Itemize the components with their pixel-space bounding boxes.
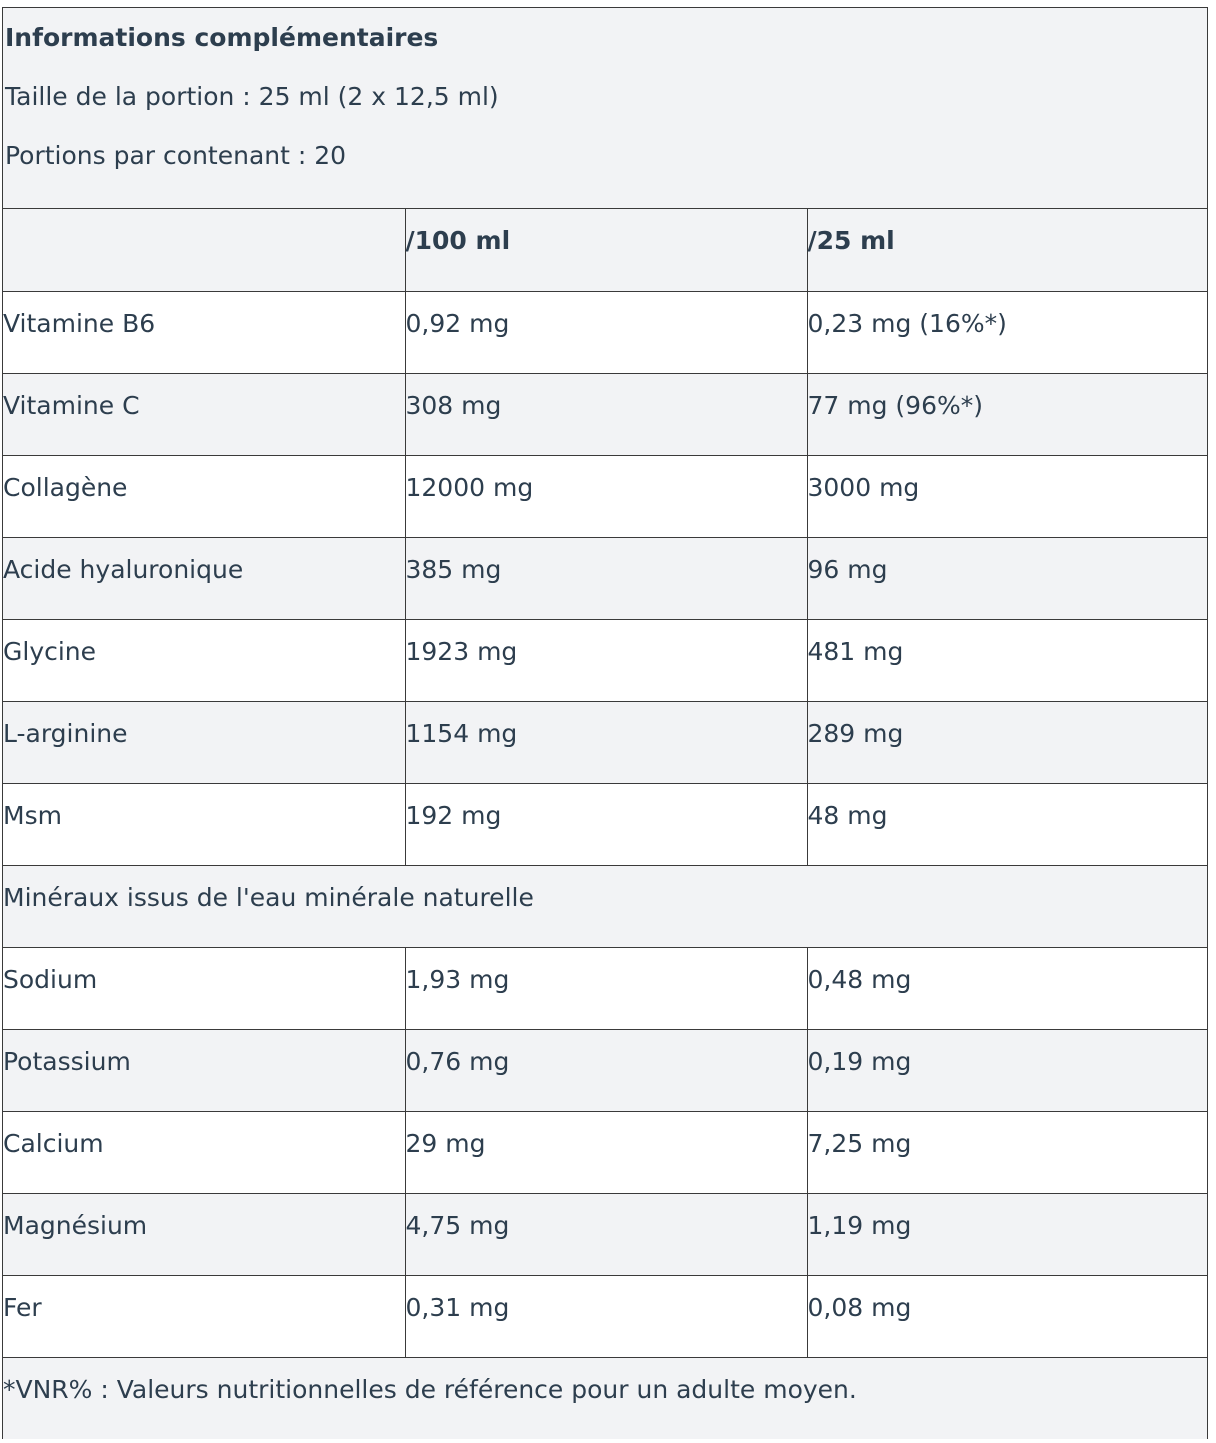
- header-cell-name: [3, 209, 405, 291]
- value-per-25ml: 3000 mg: [807, 455, 1207, 537]
- nutrient-name: Vitamine B6: [3, 291, 405, 373]
- value-per-25ml: 48 mg: [807, 783, 1207, 865]
- value-per-25ml: 7,25 mg: [807, 1111, 1207, 1193]
- value-per-25ml: 289 mg: [807, 701, 1207, 783]
- table-row: [3, 619, 1207, 701]
- nutrient-name: L-arginine: [3, 701, 405, 783]
- value-per-25ml: 1,19 mg: [807, 1193, 1207, 1275]
- value-per-100ml: 12000 mg: [405, 455, 807, 537]
- value-per-100ml: 1154 mg: [405, 701, 807, 783]
- table-row: [3, 1275, 1207, 1357]
- table-row: [3, 291, 1207, 373]
- nutrient-name: Calcium: [3, 1111, 405, 1193]
- servings-per-container: Portions par contenant : 20: [5, 141, 347, 170]
- table-row: [3, 1111, 1207, 1193]
- value-per-100ml: 0,76 mg: [405, 1029, 807, 1111]
- value-per-100ml: 1,93 mg: [405, 947, 807, 1029]
- nutrient-name: Potassium: [3, 1029, 405, 1111]
- header-cell-per-25ml: /25 ml: [807, 209, 1207, 291]
- nutrient-name: Fer: [3, 1275, 405, 1357]
- nutrient-name: Msm: [3, 783, 405, 865]
- section-row-minerals: [3, 865, 1207, 947]
- table-row: [3, 783, 1207, 865]
- serving-size: Taille de la portion : 25 ml (2 x 12,5 ml): [5, 82, 499, 111]
- value-per-100ml: 1923 mg: [405, 619, 807, 701]
- value-per-100ml: 308 mg: [405, 373, 807, 455]
- footnote-row: [3, 1357, 1207, 1439]
- value-per-25ml: 77 mg (96%*): [807, 373, 1207, 455]
- value-per-100ml: 0,92 mg: [405, 291, 807, 373]
- value-per-25ml: 0,08 mg: [807, 1275, 1207, 1357]
- header-cell-per-100ml: /100 ml: [405, 209, 807, 291]
- table-row: [3, 1029, 1207, 1111]
- footnote: *VNR% : Valeurs nutritionnelles de référence pour un adulte moyen.: [3, 1357, 1207, 1439]
- value-per-100ml: 29 mg: [405, 1111, 807, 1193]
- value-per-100ml: 4,75 mg: [405, 1193, 807, 1275]
- value-per-25ml: 481 mg: [807, 619, 1207, 701]
- nutrient-name: Acide hyaluronique: [3, 537, 405, 619]
- nutrient-name: Vitamine C: [3, 373, 405, 455]
- info-section: [3, 8, 1207, 209]
- table-row: [3, 373, 1207, 455]
- nutrient-name: Glycine: [3, 619, 405, 701]
- value-per-100ml: 385 mg: [405, 537, 807, 619]
- table-header-row: [3, 209, 1207, 291]
- table-row: [3, 455, 1207, 537]
- section-label: Minéraux issus de l'eau minérale naturelle: [3, 865, 1207, 947]
- nutrition-table: [3, 209, 1207, 1439]
- table-row: [3, 701, 1207, 783]
- table-row: [3, 1193, 1207, 1275]
- value-per-25ml: 0,23 mg (16%*): [807, 291, 1207, 373]
- value-per-25ml: 96 mg: [807, 537, 1207, 619]
- table-row: [3, 947, 1207, 1029]
- value-per-100ml: 0,31 mg: [405, 1275, 807, 1357]
- table-row: [3, 537, 1207, 619]
- value-per-100ml: 192 mg: [405, 783, 807, 865]
- value-per-25ml: 0,19 mg: [807, 1029, 1207, 1111]
- nutrition-panel: [2, 7, 1208, 1439]
- value-per-25ml: 0,48 mg: [807, 947, 1207, 1029]
- nutrient-name: Magnésium: [3, 1193, 405, 1275]
- nutrient-name: Collagène: [3, 455, 405, 537]
- info-title: Informations complémentaires: [5, 23, 439, 52]
- nutrient-name: Sodium: [3, 947, 405, 1029]
